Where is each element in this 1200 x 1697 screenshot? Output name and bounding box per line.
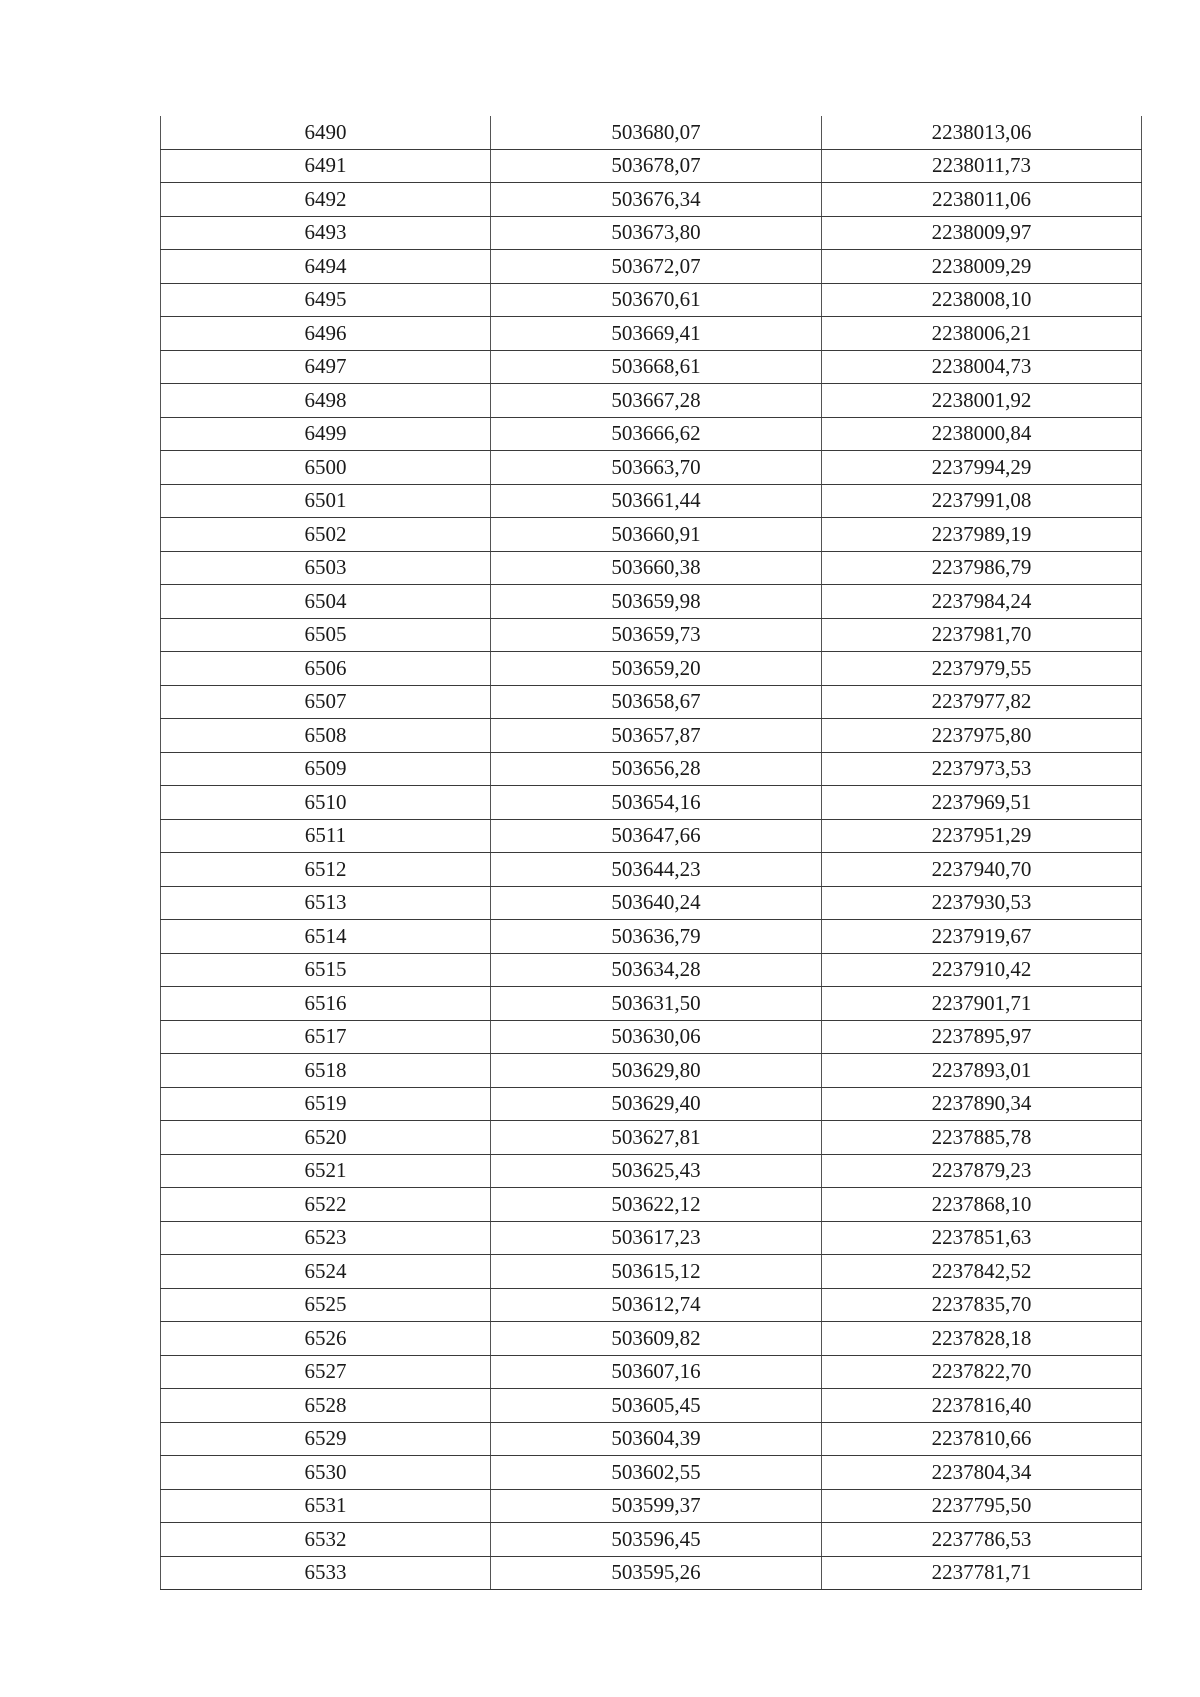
x-coordinate-cell: 503663,70 xyxy=(491,451,822,485)
x-coordinate-cell: 503659,73 xyxy=(491,618,822,652)
table-row xyxy=(161,987,1142,1021)
point-number-cell: 6530 xyxy=(161,1456,491,1490)
point-number-cell: 6491 xyxy=(161,149,491,183)
table-row xyxy=(161,1456,1142,1490)
x-coordinate-cell: 503666,62 xyxy=(491,417,822,451)
y-coordinate-cell: 2237951,29 xyxy=(822,819,1142,853)
y-coordinate-cell: 2237842,52 xyxy=(822,1255,1142,1289)
x-coordinate-cell: 503659,20 xyxy=(491,652,822,686)
table-row xyxy=(161,250,1142,284)
y-coordinate-cell: 2237975,80 xyxy=(822,719,1142,753)
table-row xyxy=(161,786,1142,820)
point-number-cell: 6518 xyxy=(161,1054,491,1088)
x-coordinate-cell: 503615,12 xyxy=(491,1255,822,1289)
table-row xyxy=(161,1422,1142,1456)
y-coordinate-cell: 2238009,97 xyxy=(822,216,1142,250)
y-coordinate-cell: 2238009,29 xyxy=(822,250,1142,284)
table-row xyxy=(161,585,1142,619)
table-row xyxy=(161,451,1142,485)
point-number-cell: 6529 xyxy=(161,1422,491,1456)
table-row xyxy=(161,1322,1142,1356)
point-number-cell: 6490 xyxy=(161,116,491,149)
table-row xyxy=(161,116,1142,149)
point-number-cell: 6519 xyxy=(161,1087,491,1121)
x-coordinate-cell: 503625,43 xyxy=(491,1154,822,1188)
table-row xyxy=(161,853,1142,887)
y-coordinate-cell: 2238001,92 xyxy=(822,384,1142,418)
table-row xyxy=(161,149,1142,183)
point-number-cell: 6492 xyxy=(161,183,491,217)
x-coordinate-cell: 503630,06 xyxy=(491,1020,822,1054)
table-row xyxy=(161,1523,1142,1557)
point-number-cell: 6510 xyxy=(161,786,491,820)
point-number-cell: 6509 xyxy=(161,752,491,786)
point-number-cell: 6504 xyxy=(161,585,491,619)
x-coordinate-cell: 503596,45 xyxy=(491,1523,822,1557)
y-coordinate-cell: 2237868,10 xyxy=(822,1188,1142,1222)
table-row xyxy=(161,1355,1142,1389)
y-coordinate-cell: 2237981,70 xyxy=(822,618,1142,652)
coordinate-table xyxy=(160,116,1142,1590)
x-coordinate-cell: 503595,26 xyxy=(491,1556,822,1590)
y-coordinate-cell: 2237910,42 xyxy=(822,953,1142,987)
x-coordinate-cell: 503654,16 xyxy=(491,786,822,820)
x-coordinate-cell: 503660,38 xyxy=(491,551,822,585)
x-coordinate-cell: 503599,37 xyxy=(491,1489,822,1523)
y-coordinate-cell: 2237835,70 xyxy=(822,1288,1142,1322)
coordinate-table-body xyxy=(161,116,1142,1590)
table-row xyxy=(161,953,1142,987)
y-coordinate-cell: 2237851,63 xyxy=(822,1221,1142,1255)
y-coordinate-cell: 2237994,29 xyxy=(822,451,1142,485)
point-number-cell: 6512 xyxy=(161,853,491,887)
y-coordinate-cell: 2237895,97 xyxy=(822,1020,1142,1054)
table-row xyxy=(161,618,1142,652)
table-row xyxy=(161,283,1142,317)
table-row xyxy=(161,1020,1142,1054)
y-coordinate-cell: 2237977,82 xyxy=(822,685,1142,719)
y-coordinate-cell: 2237984,24 xyxy=(822,585,1142,619)
x-coordinate-cell: 503658,67 xyxy=(491,685,822,719)
y-coordinate-cell: 2238008,10 xyxy=(822,283,1142,317)
x-coordinate-cell: 503647,66 xyxy=(491,819,822,853)
table-row xyxy=(161,384,1142,418)
point-number-cell: 6521 xyxy=(161,1154,491,1188)
point-number-cell: 6524 xyxy=(161,1255,491,1289)
x-coordinate-cell: 503667,28 xyxy=(491,384,822,418)
y-coordinate-cell: 2237893,01 xyxy=(822,1054,1142,1088)
x-coordinate-cell: 503644,23 xyxy=(491,853,822,887)
x-coordinate-cell: 503657,87 xyxy=(491,719,822,753)
y-coordinate-cell: 2237979,55 xyxy=(822,652,1142,686)
x-coordinate-cell: 503622,12 xyxy=(491,1188,822,1222)
point-number-cell: 6520 xyxy=(161,1121,491,1155)
x-coordinate-cell: 503612,74 xyxy=(491,1288,822,1322)
x-coordinate-cell: 503669,41 xyxy=(491,317,822,351)
x-coordinate-cell: 503670,61 xyxy=(491,283,822,317)
table-row xyxy=(161,920,1142,954)
x-coordinate-cell: 503659,98 xyxy=(491,585,822,619)
x-coordinate-cell: 503607,16 xyxy=(491,1355,822,1389)
y-coordinate-cell: 2237969,51 xyxy=(822,786,1142,820)
point-number-cell: 6503 xyxy=(161,551,491,585)
table-row xyxy=(161,652,1142,686)
y-coordinate-cell: 2237816,40 xyxy=(822,1389,1142,1423)
y-coordinate-cell: 2238000,84 xyxy=(822,417,1142,451)
x-coordinate-cell: 503617,23 xyxy=(491,1221,822,1255)
table-row xyxy=(161,518,1142,552)
x-coordinate-cell: 503604,39 xyxy=(491,1422,822,1456)
table-row xyxy=(161,551,1142,585)
x-coordinate-cell: 503672,07 xyxy=(491,250,822,284)
point-number-cell: 6506 xyxy=(161,652,491,686)
point-number-cell: 6501 xyxy=(161,484,491,518)
y-coordinate-cell: 2237989,19 xyxy=(822,518,1142,552)
y-coordinate-cell: 2238006,21 xyxy=(822,317,1142,351)
y-coordinate-cell: 2238013,06 xyxy=(822,116,1142,149)
y-coordinate-cell: 2237885,78 xyxy=(822,1121,1142,1155)
point-number-cell: 6522 xyxy=(161,1188,491,1222)
point-number-cell: 6513 xyxy=(161,886,491,920)
point-number-cell: 6531 xyxy=(161,1489,491,1523)
table-row xyxy=(161,1154,1142,1188)
table-row xyxy=(161,1288,1142,1322)
point-number-cell: 6514 xyxy=(161,920,491,954)
table-row xyxy=(161,484,1142,518)
x-coordinate-cell: 503680,07 xyxy=(491,116,822,149)
point-number-cell: 6511 xyxy=(161,819,491,853)
x-coordinate-cell: 503605,45 xyxy=(491,1389,822,1423)
table-row xyxy=(161,1255,1142,1289)
y-coordinate-cell: 2237901,71 xyxy=(822,987,1142,1021)
y-coordinate-cell: 2237795,50 xyxy=(822,1489,1142,1523)
table-row xyxy=(161,1489,1142,1523)
y-coordinate-cell: 2237940,70 xyxy=(822,853,1142,887)
point-number-cell: 6494 xyxy=(161,250,491,284)
point-number-cell: 6495 xyxy=(161,283,491,317)
table-row xyxy=(161,1087,1142,1121)
table-row xyxy=(161,183,1142,217)
point-number-cell: 6498 xyxy=(161,384,491,418)
point-number-cell: 6523 xyxy=(161,1221,491,1255)
y-coordinate-cell: 2238011,06 xyxy=(822,183,1142,217)
table-row xyxy=(161,685,1142,719)
y-coordinate-cell: 2237786,53 xyxy=(822,1523,1142,1557)
point-number-cell: 6493 xyxy=(161,216,491,250)
x-coordinate-cell: 503636,79 xyxy=(491,920,822,954)
x-coordinate-cell: 503673,80 xyxy=(491,216,822,250)
table-row xyxy=(161,719,1142,753)
point-number-cell: 6516 xyxy=(161,987,491,1021)
y-coordinate-cell: 2237986,79 xyxy=(822,551,1142,585)
y-coordinate-cell: 2237930,53 xyxy=(822,886,1142,920)
y-coordinate-cell: 2237919,67 xyxy=(822,920,1142,954)
point-number-cell: 6502 xyxy=(161,518,491,552)
table-row xyxy=(161,819,1142,853)
x-coordinate-cell: 503661,44 xyxy=(491,484,822,518)
table-row xyxy=(161,752,1142,786)
point-number-cell: 6496 xyxy=(161,317,491,351)
point-number-cell: 6533 xyxy=(161,1556,491,1590)
x-coordinate-cell: 503640,24 xyxy=(491,886,822,920)
y-coordinate-cell: 2237781,71 xyxy=(822,1556,1142,1590)
y-coordinate-cell: 2237822,70 xyxy=(822,1355,1142,1389)
x-coordinate-cell: 503631,50 xyxy=(491,987,822,1021)
point-number-cell: 6497 xyxy=(161,350,491,384)
table-row xyxy=(161,1221,1142,1255)
table-row xyxy=(161,216,1142,250)
point-number-cell: 6508 xyxy=(161,719,491,753)
x-coordinate-cell: 503668,61 xyxy=(491,350,822,384)
y-coordinate-cell: 2237810,66 xyxy=(822,1422,1142,1456)
table-row xyxy=(161,1389,1142,1423)
x-coordinate-cell: 503660,91 xyxy=(491,518,822,552)
y-coordinate-cell: 2237804,34 xyxy=(822,1456,1142,1490)
x-coordinate-cell: 503629,40 xyxy=(491,1087,822,1121)
point-number-cell: 6500 xyxy=(161,451,491,485)
point-number-cell: 6515 xyxy=(161,953,491,987)
y-coordinate-cell: 2238011,73 xyxy=(822,149,1142,183)
x-coordinate-cell: 503602,55 xyxy=(491,1456,822,1490)
x-coordinate-cell: 503678,07 xyxy=(491,149,822,183)
y-coordinate-cell: 2238004,73 xyxy=(822,350,1142,384)
x-coordinate-cell: 503656,28 xyxy=(491,752,822,786)
table-row xyxy=(161,350,1142,384)
point-number-cell: 6525 xyxy=(161,1288,491,1322)
table-row xyxy=(161,317,1142,351)
y-coordinate-cell: 2237879,23 xyxy=(822,1154,1142,1188)
table-row xyxy=(161,1054,1142,1088)
y-coordinate-cell: 2237973,53 xyxy=(822,752,1142,786)
x-coordinate-cell: 503676,34 xyxy=(491,183,822,217)
point-number-cell: 6528 xyxy=(161,1389,491,1423)
y-coordinate-cell: 2237828,18 xyxy=(822,1322,1142,1356)
point-number-cell: 6532 xyxy=(161,1523,491,1557)
x-coordinate-cell: 503609,82 xyxy=(491,1322,822,1356)
y-coordinate-cell: 2237890,34 xyxy=(822,1087,1142,1121)
table-row xyxy=(161,1188,1142,1222)
point-number-cell: 6517 xyxy=(161,1020,491,1054)
point-number-cell: 6526 xyxy=(161,1322,491,1356)
table-row xyxy=(161,1121,1142,1155)
table-row xyxy=(161,417,1142,451)
point-number-cell: 6505 xyxy=(161,618,491,652)
x-coordinate-cell: 503634,28 xyxy=(491,953,822,987)
table-row xyxy=(161,1556,1142,1590)
table-row xyxy=(161,886,1142,920)
point-number-cell: 6499 xyxy=(161,417,491,451)
x-coordinate-cell: 503627,81 xyxy=(491,1121,822,1155)
x-coordinate-cell: 503629,80 xyxy=(491,1054,822,1088)
y-coordinate-cell: 2237991,08 xyxy=(822,484,1142,518)
point-number-cell: 6527 xyxy=(161,1355,491,1389)
point-number-cell: 6507 xyxy=(161,685,491,719)
